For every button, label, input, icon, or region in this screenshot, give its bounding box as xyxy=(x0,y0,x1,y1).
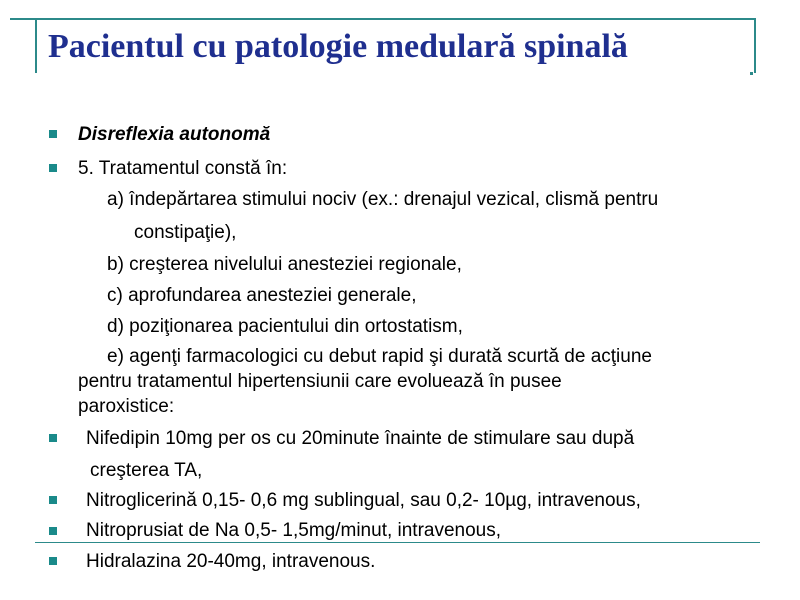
sub-item-a: a) îndepărtarea stimului nociv (ex.: drenajul vezical, clismă pentru xyxy=(107,189,659,210)
bullet-line: Hidralazina 20-40mg, intravenous. xyxy=(86,551,376,572)
bullet-line: Nitroprusiat de Na 0,5- 1,5mg/minut, intravenous, xyxy=(86,520,502,541)
bullet-icon xyxy=(49,130,57,138)
footer-rule xyxy=(35,542,760,543)
sub-item-c: c) aprofundarea anesteziei generale, xyxy=(107,285,417,306)
bullet-icon xyxy=(49,164,57,172)
bullet-line: Nitroglicerină 0,15- 0,6 mg sublingual, sau 0,2- 10µg, intravenous, xyxy=(86,490,641,511)
sub-item-e-cont: paroxistice: xyxy=(78,396,175,417)
slide-title: Pacientul cu patologie medulară spinală xyxy=(48,28,628,65)
sub-item-e: e) agenţi farmacologici cu debut rapid şi durată scurtă de acţiune xyxy=(107,346,652,367)
bullet-line: Nifedipin 10mg per os cu 20minute înainte de stimulare sau după xyxy=(86,428,635,449)
sub-item-d: d) poziţionarea pacientului din ortostatism, xyxy=(107,316,463,337)
sub-item-e-cont: pentru tratamentul hipertensiunii care evoluează în pusee xyxy=(78,371,562,392)
bullet-icon xyxy=(49,527,57,535)
bullet-icon xyxy=(49,434,57,442)
bullet-heading: Disreflexia autonomă xyxy=(78,124,271,145)
bullet-line-cont: creşterea TA, xyxy=(90,460,203,481)
bullet-icon xyxy=(49,496,57,504)
bullet-icon xyxy=(49,557,57,565)
sub-item-b: b) creşterea nivelului anesteziei regionale, xyxy=(107,254,462,275)
bullet-line: 5. Tratamentul constă în: xyxy=(78,158,288,179)
sub-item-a-cont: constipaţie), xyxy=(134,222,237,243)
